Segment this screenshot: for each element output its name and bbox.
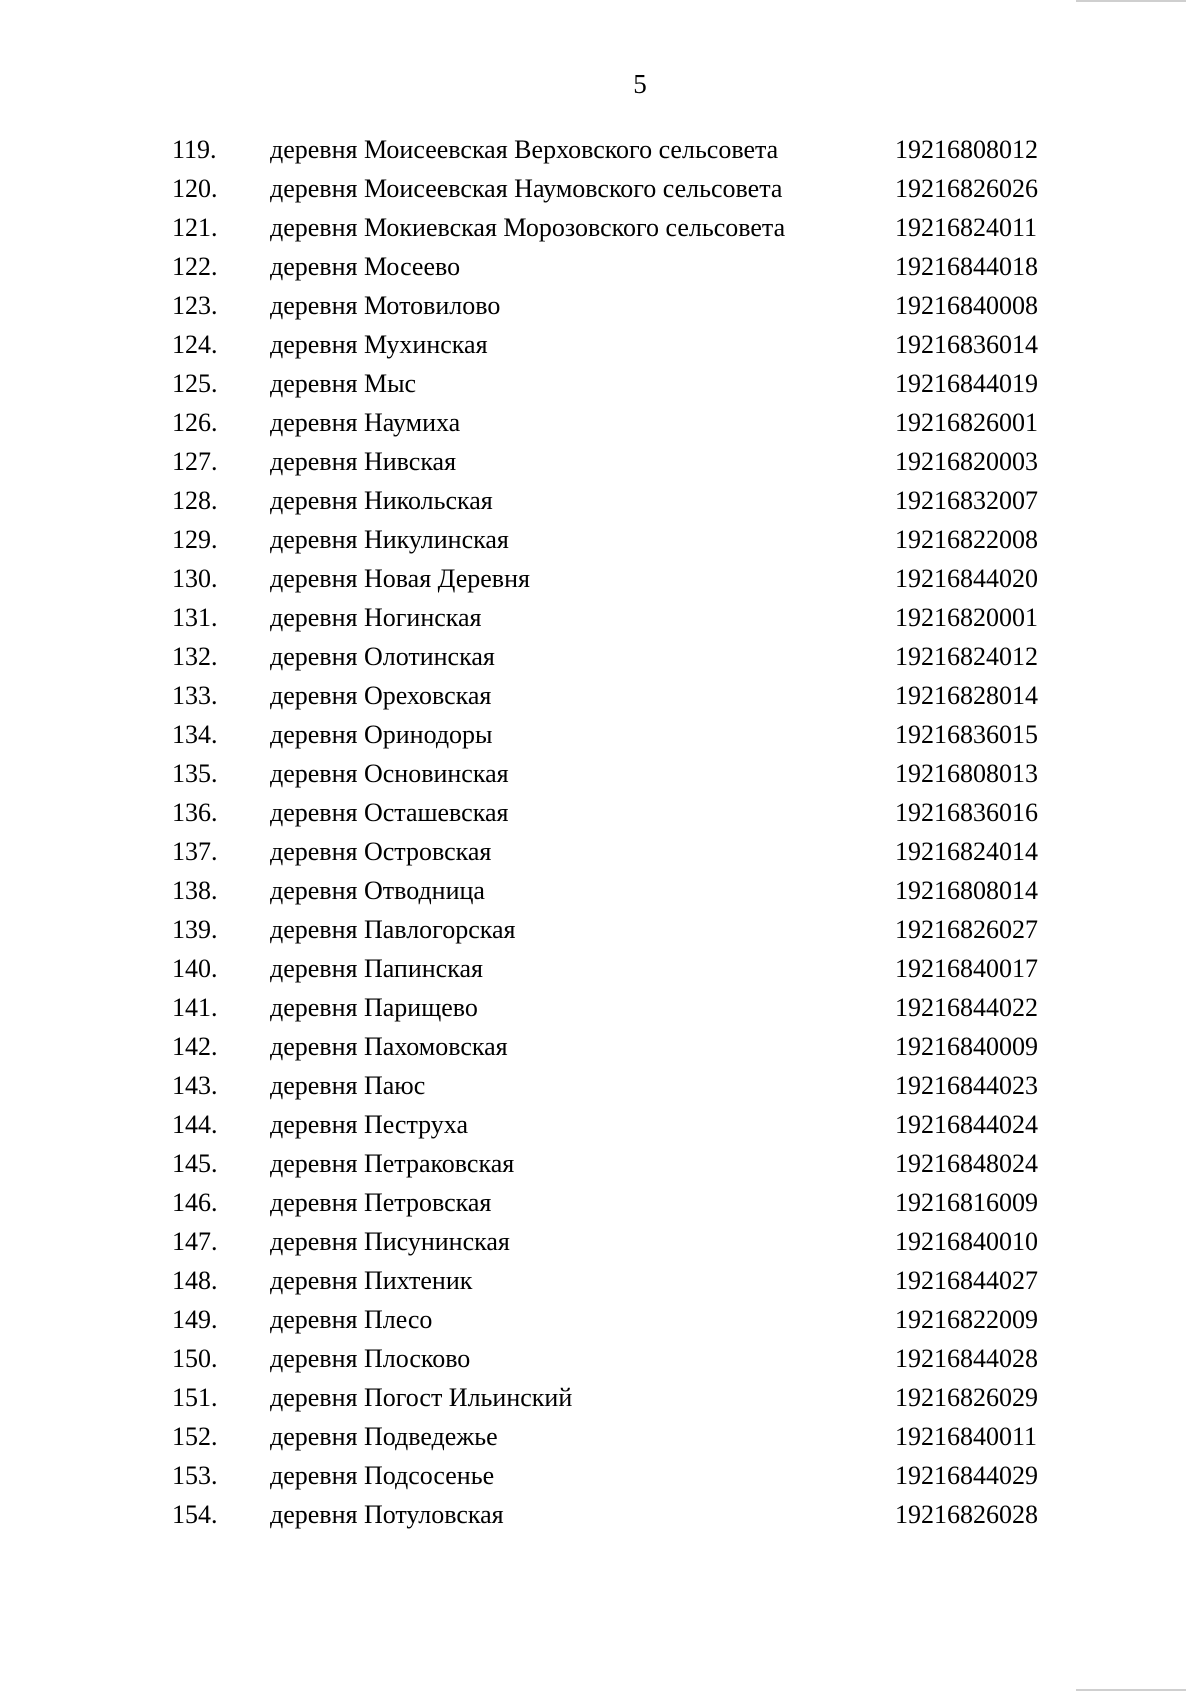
settlement-name: деревня Пихтеник xyxy=(270,1266,473,1295)
table-row xyxy=(0,1339,1200,1378)
oktmo-code: 19216840010 xyxy=(895,1227,1038,1256)
settlement-name: деревня Никольская xyxy=(270,486,493,515)
oktmo-code: 19216844018 xyxy=(895,252,1038,281)
settlement-name: деревня Погост Ильинский xyxy=(270,1383,573,1412)
table-row xyxy=(0,871,1200,910)
row-number: 130. xyxy=(172,564,218,593)
settlement-name: деревня Папинская xyxy=(270,954,483,983)
oktmo-code: 19216826028 xyxy=(895,1500,1038,1529)
settlement-name: деревня Ореховская xyxy=(270,681,492,710)
settlement-name: деревня Петровская xyxy=(270,1188,492,1217)
oktmo-code: 19216826026 xyxy=(895,174,1038,203)
oktmo-code: 19216840011 xyxy=(895,1422,1038,1451)
table-row xyxy=(0,1105,1200,1144)
oktmo-code: 19216840009 xyxy=(895,1032,1038,1061)
row-number: 143. xyxy=(172,1071,218,1100)
row-number: 141. xyxy=(172,993,218,1022)
table-row xyxy=(0,325,1200,364)
settlement-name: деревня Осташевская xyxy=(270,798,509,827)
table-row xyxy=(0,1144,1200,1183)
settlement-name: деревня Моисеевская Наумовского сельсовета xyxy=(270,174,783,203)
row-number: 123. xyxy=(172,291,218,320)
table-row xyxy=(0,1066,1200,1105)
oktmo-code: 19216836014 xyxy=(895,330,1038,359)
settlement-name: деревня Оринодоры xyxy=(270,720,493,749)
row-number: 142. xyxy=(172,1032,218,1061)
row-number: 145. xyxy=(172,1149,218,1178)
table-row xyxy=(0,1378,1200,1417)
table-row xyxy=(0,130,1200,169)
row-number: 129. xyxy=(172,525,218,554)
row-number: 135. xyxy=(172,759,218,788)
table-row xyxy=(0,1027,1200,1066)
row-number: 144. xyxy=(172,1110,218,1139)
settlement-name: деревня Пеструха xyxy=(270,1110,468,1139)
settlement-name: деревня Подведежье xyxy=(270,1422,498,1451)
oktmo-code: 19216840017 xyxy=(895,954,1038,983)
table-row xyxy=(0,286,1200,325)
row-number: 136. xyxy=(172,798,218,827)
settlement-name: деревня Подсосенье xyxy=(270,1461,495,1490)
table-row xyxy=(0,208,1200,247)
settlement-name: деревня Никулинская xyxy=(270,525,509,554)
settlement-name: деревня Основинская xyxy=(270,759,509,788)
table-row xyxy=(0,403,1200,442)
oktmo-code: 19216826027 xyxy=(895,915,1038,944)
table-row xyxy=(0,1456,1200,1495)
row-number: 147. xyxy=(172,1227,218,1256)
table-row xyxy=(0,676,1200,715)
row-number: 131. xyxy=(172,603,218,632)
settlement-name: деревня Петраковская xyxy=(270,1149,515,1178)
table-row xyxy=(0,1261,1200,1300)
table-row xyxy=(0,364,1200,403)
row-number: 122. xyxy=(172,252,218,281)
table-row xyxy=(0,559,1200,598)
row-number: 146. xyxy=(172,1188,218,1217)
oktmo-code: 19216824012 xyxy=(895,642,1038,671)
oktmo-code: 19216844019 xyxy=(895,369,1038,398)
settlement-name: деревня Наумиха xyxy=(270,408,461,437)
oktmo-code: 19216808013 xyxy=(895,759,1038,788)
oktmo-code: 19216844023 xyxy=(895,1071,1038,1100)
settlement-name: деревня Писунинская xyxy=(270,1227,510,1256)
settlement-name: деревня Новая Деревня xyxy=(270,564,530,593)
settlement-name: деревня Мотовилово xyxy=(270,291,501,320)
row-number: 150. xyxy=(172,1344,218,1373)
row-number: 125. xyxy=(172,369,218,398)
oktmo-code: 19216844027 xyxy=(895,1266,1038,1295)
oktmo-code: 19216836015 xyxy=(895,720,1038,749)
table-row xyxy=(0,988,1200,1027)
settlement-name: деревня Отводница xyxy=(270,876,485,905)
row-number: 139. xyxy=(172,915,218,944)
row-number: 128. xyxy=(172,486,218,515)
page-number: 5 xyxy=(633,69,647,99)
table-row xyxy=(0,754,1200,793)
table-row xyxy=(0,949,1200,988)
oktmo-code: 19216808014 xyxy=(895,876,1038,905)
oktmo-code: 19216824011 xyxy=(895,213,1038,242)
row-number: 138. xyxy=(172,876,218,905)
table-row xyxy=(0,793,1200,832)
row-number: 148. xyxy=(172,1266,218,1295)
oktmo-code: 19216848024 xyxy=(895,1149,1038,1178)
row-number: 126. xyxy=(172,408,218,437)
table-row xyxy=(0,442,1200,481)
settlement-name: деревня Нивская xyxy=(270,447,457,476)
row-number: 121. xyxy=(172,213,218,242)
oktmo-code: 19216816009 xyxy=(895,1188,1038,1217)
scan-edge-mark-bottom xyxy=(1076,1675,1186,1691)
oktmo-code: 19216822008 xyxy=(895,525,1038,554)
table-row xyxy=(0,637,1200,676)
settlement-name: деревня Мыс xyxy=(270,369,417,398)
row-number: 152. xyxy=(172,1422,218,1451)
settlement-name: деревня Плесо xyxy=(270,1305,433,1334)
table-row xyxy=(0,1417,1200,1456)
settlement-name: деревня Паюс xyxy=(270,1071,426,1100)
oktmo-code: 19216828014 xyxy=(895,681,1038,710)
scan-edge-mark-top xyxy=(1076,0,1186,6)
oktmo-code: 19216844028 xyxy=(895,1344,1038,1373)
table-row xyxy=(0,1222,1200,1261)
row-number: 151. xyxy=(172,1383,218,1412)
table-row xyxy=(0,1495,1200,1534)
table-row xyxy=(0,910,1200,949)
settlement-name: деревня Олотинская xyxy=(270,642,495,671)
table-row xyxy=(0,520,1200,559)
oktmo-code: 19216836016 xyxy=(895,798,1038,827)
table-row xyxy=(0,715,1200,754)
row-number: 127. xyxy=(172,447,218,476)
table-row xyxy=(0,1183,1200,1222)
settlement-name: деревня Мосеево xyxy=(270,252,461,281)
row-number: 120. xyxy=(172,174,218,203)
settlement-name: деревня Пахомовская xyxy=(270,1032,508,1061)
table-row xyxy=(0,247,1200,286)
row-number: 137. xyxy=(172,837,218,866)
table-row xyxy=(0,832,1200,871)
table-row xyxy=(0,1300,1200,1339)
row-number: 133. xyxy=(172,681,218,710)
settlement-name: деревня Моисеевская Верховского сельсовета xyxy=(270,135,779,164)
oktmo-code: 19216826001 xyxy=(895,408,1038,437)
oktmo-code: 19216822009 xyxy=(895,1305,1038,1334)
oktmo-code: 19216820003 xyxy=(895,447,1038,476)
settlement-name: деревня Потуловская xyxy=(270,1500,504,1529)
settlement-name: деревня Плосково xyxy=(270,1344,471,1373)
oktmo-code: 19216844024 xyxy=(895,1110,1038,1139)
settlement-name: деревня Павлогорская xyxy=(270,915,516,944)
row-number: 124. xyxy=(172,330,218,359)
row-number: 149. xyxy=(172,1305,218,1334)
row-number: 119. xyxy=(172,135,217,164)
oktmo-code: 19216844029 xyxy=(895,1461,1038,1490)
oktmo-code: 19216824014 xyxy=(895,837,1038,866)
table-row xyxy=(0,598,1200,637)
settlement-name: деревня Ногинская xyxy=(270,603,482,632)
oktmo-code: 19216820001 xyxy=(895,603,1038,632)
table-row xyxy=(0,169,1200,208)
settlement-name: деревня Мокиевская Морозовского сельсовета xyxy=(270,213,786,242)
oktmo-code: 19216826029 xyxy=(895,1383,1038,1412)
settlement-name: деревня Парищево xyxy=(270,993,478,1022)
oktmo-code: 19216844020 xyxy=(895,564,1038,593)
row-number: 132. xyxy=(172,642,218,671)
row-number: 154. xyxy=(172,1500,218,1529)
row-number: 140. xyxy=(172,954,218,983)
oktmo-code: 19216808012 xyxy=(895,135,1038,164)
oktmo-code: 19216832007 xyxy=(895,486,1038,515)
settlement-name: деревня Мухинская xyxy=(270,330,488,359)
oktmo-code: 19216840008 xyxy=(895,291,1038,320)
table-row xyxy=(0,481,1200,520)
settlement-name: деревня Островская xyxy=(270,837,492,866)
row-number: 134. xyxy=(172,720,218,749)
row-number: 153. xyxy=(172,1461,218,1490)
oktmo-code: 19216844022 xyxy=(895,993,1038,1022)
